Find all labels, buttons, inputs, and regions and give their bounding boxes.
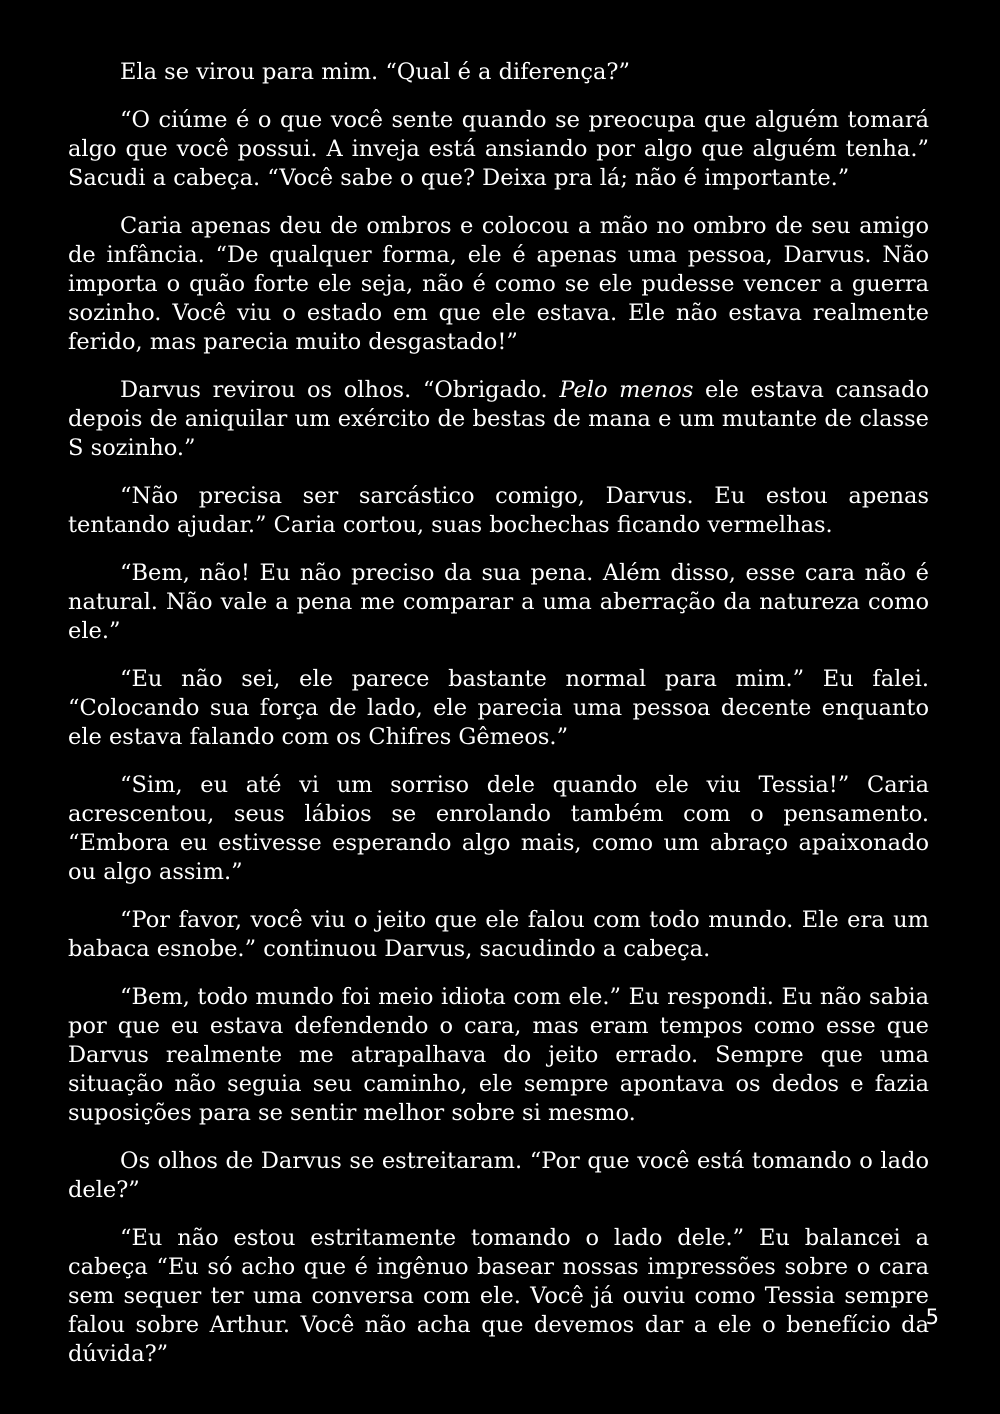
paragraph-11: Os olhos de Darvus se estreitaram. “Por que você está tomando o lado dele?” — [68, 1148, 929, 1203]
paragraph-4 — [68, 376, 929, 463]
paragraph-4-start: Darvus revirou os olhos. “Obrigado. — [120, 377, 560, 403]
paragraph-6: “Bem, não! Eu não preciso da sua pena. Além disso, esse cara não é natural. Não vale a pena me comparar a uma aberração da natureza como ele.” — [68, 560, 929, 644]
paragraph-2: “O ciúme é o que você sente quando se preocupa que alguém tomará algo que você possui. A inveja está ansiando por algo que alguém tenha.” Sacudi a cabeça. “Você sabe o que? Deixa pra lá; não é importante.” — [68, 107, 929, 191]
paragraph-1: Ela se virou para mim. “Qual é a diferença?” — [120, 59, 630, 85]
paragraph-4-end: ele estava cansado depois de aniquilar um exército de bestas de mana e um mutante de classe S sozinho.” — [68, 377, 929, 461]
page-number: 5 — [925, 1305, 939, 1329]
paragraph-10: “Bem, todo mundo foi meio idiota com ele.” Eu respondi. Eu não sabia por que eu estava defendendo o cara, mas eram tempos como esse que Darvus realmente me atrapalhava do jeito errado. Sempre que uma situação não seguia seu caminho, ele sempre apontava os dedos e fazia suposições para se sentir melhor sobre si mesmo. — [68, 984, 929, 1126]
page-body — [68, 58, 929, 1388]
paragraph-3: Caria apenas deu de ombros e colocou a mão no ombro de seu amigo de infância. “De qualquer forma, ele é apenas uma pessoa, Darvus. Não importa o quão forte ele seja, não é como se ele pudesse vencer a guerra sozinho. Você viu o estado em que ele estava. Ele não estava realmente ferido, mas parecia muito desgastado!” — [68, 213, 929, 355]
paragraph-12: “Eu não estou estritamente tomando o lado dele.” Eu balancei a cabeça “Eu só acho que é ingênuo basear nossas impressões sobre o cara sem sequer ter uma conversa com ele. Você já ouviu como Tessia sempre falou sobre Arthur. Você não acha que devemos dar a ele o benefício da dúvida?” — [68, 1225, 929, 1367]
paragraph-8: “Sim, eu até vi um sorriso dele quando ele viu Tessia!” Caria acrescentou, seus lábios se enrolando também com o pensamento. “Embora eu estivesse esperando algo mais, como um abraço apaixonado ou algo assim.” — [68, 772, 929, 885]
paragraph-9: “Por favor, você viu o jeito que ele falou com todo mundo. Ele era um babaca esnobe.” continuou Darvus, sacudindo a cabeça. — [68, 907, 929, 962]
paragraph-7: “Eu não sei, ele parece bastante normal para mim.” Eu falei. “Colocando sua força de lado, ele parecia uma pessoa decente enquanto ele estava falando com os Chifres Gêmeos.” — [68, 666, 929, 750]
paragraph-4-emphasis: Pelo menos — [559, 377, 694, 403]
paragraph-5: “Não precisa ser sarcástico comigo, Darvus. Eu estou apenas tentando ajudar.” Caria cortou, suas bochechas ficando vermelhas. — [68, 483, 929, 538]
